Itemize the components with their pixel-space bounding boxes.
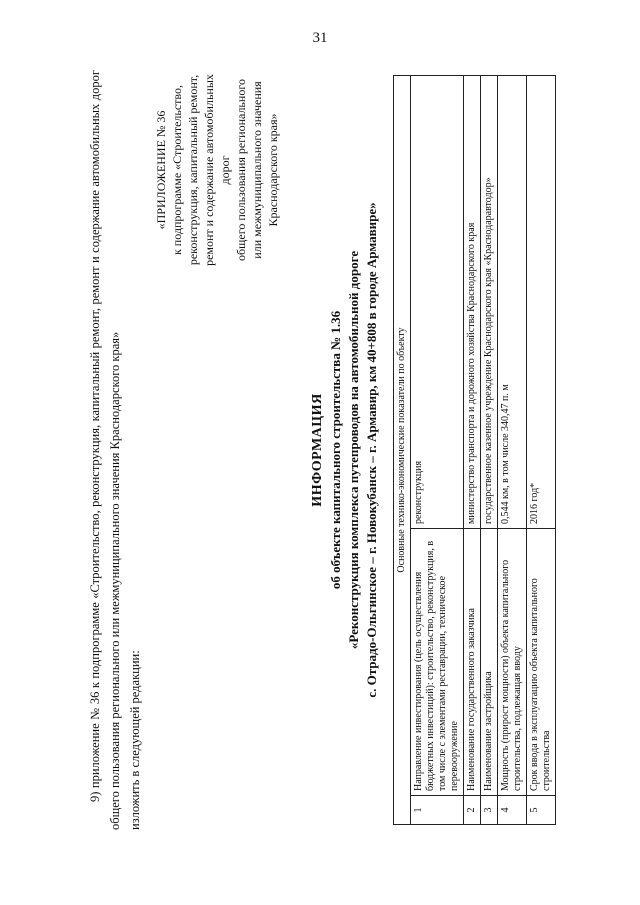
heading-object-location: с. Отрадо-Ольгинское – г. Новокубанск – г. Армавир, км 40+808 в городе Армавире» [364, 202, 379, 698]
row-name: Мощность (прирост мощности) объекта капитального строительства, подлежащая вводу [498, 529, 527, 796]
appendix-line: или межмуниципального значения [250, 81, 264, 259]
appendix-line: реконструкция, капитальный ремонт, [186, 74, 200, 266]
rotated-page-content [85, 70, 585, 830]
row-value: 0,544 км, в том числе 340,47 п. м [498, 76, 527, 529]
row-value: 2016 год* [527, 76, 556, 529]
row-value: министерство транспорта и дорожного хозяйства Краснодарского края [464, 76, 481, 529]
table-header-row [394, 76, 411, 825]
row-name: Направление инвестирования (цель осуществления бюджетных инвестиций): строительство, реконструкция, в том числе с элементами реставрации, техническое перевооружение [411, 529, 464, 796]
page-number: 31 [312, 30, 328, 46]
row-number: 3 [481, 796, 498, 825]
row-number: 5 [527, 796, 556, 825]
table-row [411, 76, 464, 825]
table-row [498, 76, 527, 825]
heading-title: ИНФОРМАЦИЯ [310, 393, 325, 507]
appendix-line: ремонт и содержание автомобильных дорог [202, 74, 232, 266]
row-name: Наименование застройщика [481, 529, 498, 796]
row-value: государственное казенное учреждение Краснодарского края «Краснодаравтодор» [481, 76, 498, 529]
table-row [481, 76, 498, 825]
intro-text [85, 70, 145, 830]
heading-subtitle: об объекте капитального строительства № 1.36 [328, 310, 343, 590]
appendix-line: Краснодарского края» [266, 113, 280, 227]
intro-line: изложить в следующей редакции: [128, 650, 142, 830]
table-header: Основные технико-экономические показатели по объекту [394, 76, 411, 825]
document-heading [309, 70, 381, 830]
appendix-line: к подпрограмме «Строительство, [170, 84, 184, 256]
appendix-line: общего пользования регионального [234, 79, 248, 261]
row-number: 2 [464, 796, 481, 825]
row-number: 1 [411, 796, 464, 825]
appendix-block [153, 70, 281, 270]
row-name: Срок ввода в эксплуатацию объекта капитального строительства [527, 529, 556, 796]
table-row [527, 76, 556, 825]
intro-paragraph: 9) приложение № 36 к подпрограмме «Строительство, реконструкция, капитальный ремонт, ремонт и содержание автомобильных дорог общего пользования регионального или межмуниципального значения Краснодарского края» [88, 70, 122, 830]
heading-object-name: «Реконструкция комплекса путепроводов на автомобильной дороге [346, 250, 361, 650]
row-number: 4 [498, 796, 527, 825]
row-value: реконструкция [411, 76, 464, 529]
table-row [464, 76, 481, 825]
row-name: Наименование государственного заказчика [464, 529, 481, 796]
indicators-table [393, 75, 556, 825]
appendix-title: «ПРИЛОЖЕНИЕ № 36 [154, 110, 168, 230]
